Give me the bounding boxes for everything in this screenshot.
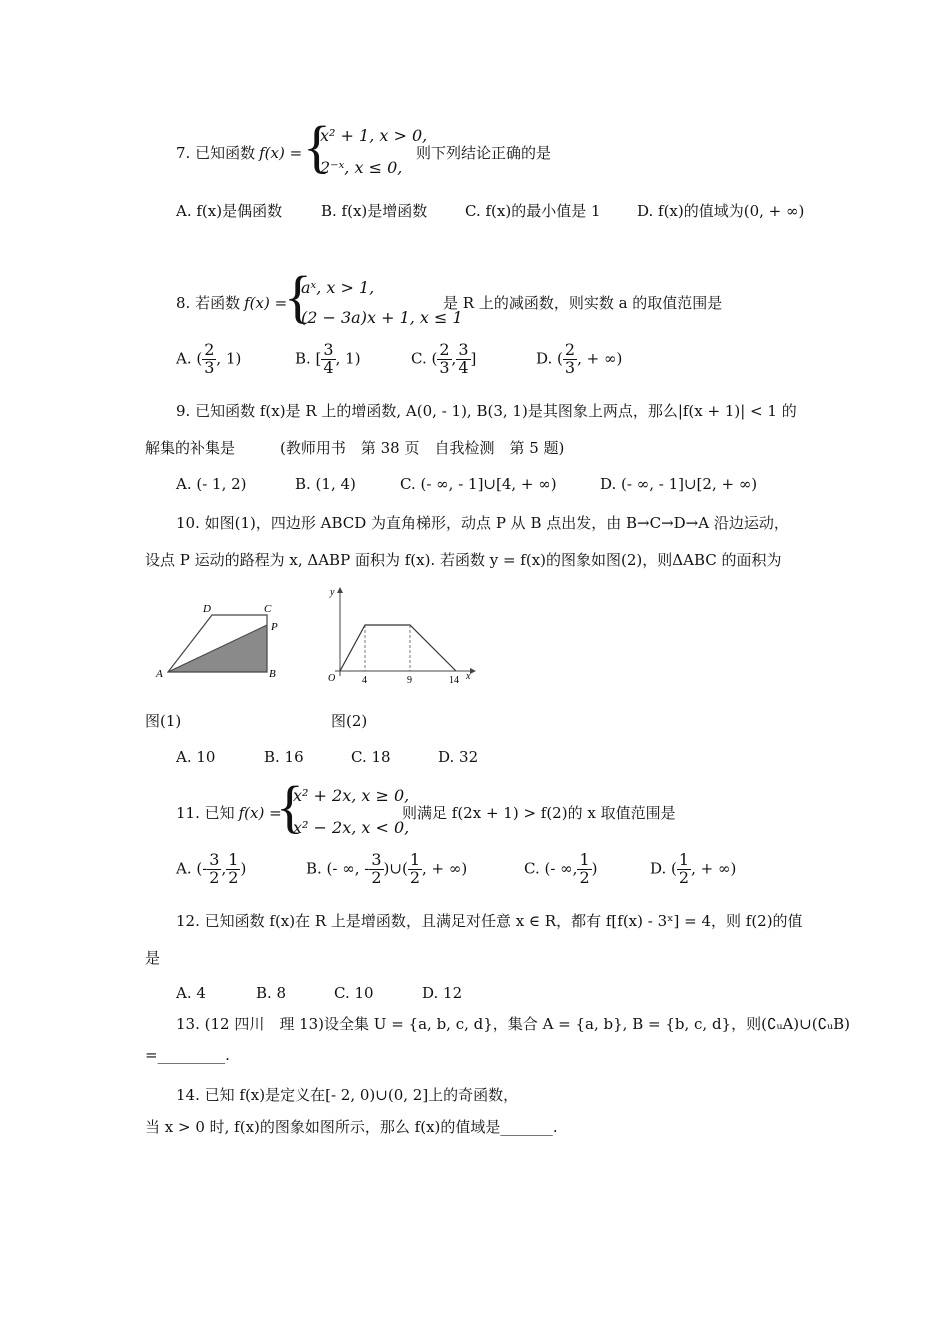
- figure-1-trapezoid: [150, 585, 290, 695]
- label-b: B: [269, 668, 276, 680]
- q9-option-b: B. (1, 4): [295, 475, 356, 493]
- tick-label-14: 14: [449, 675, 459, 686]
- q9-line1: 9. 已知函数 f(x)是 R 上的增函数, A(0, - 1), B(3, 1)是其图象上两点，那么|f(x + 1)| < 1 的: [176, 402, 797, 420]
- q8-case2: (2 − 3a)x + 1, x ≤ 1: [301, 308, 463, 327]
- q12-option-c: C. 10: [334, 984, 374, 1002]
- q7-brace: {: [303, 114, 331, 179]
- axis-label-y: y: [330, 587, 335, 598]
- label-d: D: [203, 603, 211, 615]
- q8-stem: 8. 若函数 f(x) =: [176, 294, 288, 312]
- x-axis-arrow-icon: [470, 668, 476, 674]
- q8-option-d: D. ( $\frac{2}{3}$ , + ∞): [536, 340, 623, 377]
- figure-2-caption: 图(2): [331, 712, 368, 730]
- q11-option-a: A. (- $\frac{3}{2}$ , $\frac{1}{2}$ ): [176, 850, 247, 887]
- q11-option-d: D. ( $\frac{1}{2}$ , + ∞): [650, 850, 737, 887]
- q8-case1: aˣ, x > 1,: [301, 278, 375, 297]
- q12-option-a: A. 4: [176, 984, 206, 1002]
- q12-option-d: D. 12: [422, 984, 463, 1002]
- q9-line2: 解集的补集是 (教师用书 第 38 页 自我检测 第 5 题): [145, 439, 565, 457]
- q11-brace: {: [276, 774, 304, 839]
- q10-option-d: D. 32: [438, 748, 479, 766]
- q9-option-d: D. (- ∞, - 1]∪[2, + ∞): [600, 475, 758, 493]
- figure-2-graph: [318, 584, 478, 689]
- q14-line2: 当 x > 0 时, f(x)的图象如图所示，那么 f(x)的值域是_______.: [145, 1118, 558, 1136]
- y-axis-arrow-icon: [337, 587, 343, 593]
- q13-line2: =_________.: [145, 1046, 230, 1064]
- tick-label-4: 4: [362, 675, 367, 686]
- label-p: P: [271, 621, 278, 633]
- q8-option-c: C. ( $\frac{2}{3}$ , $\frac{3}{4}$ ]: [411, 340, 477, 377]
- q8-brace: {: [284, 264, 312, 329]
- q10-option-c: C. 18: [351, 748, 391, 766]
- q7-stem: 7. 已知函数 f(x) =: [176, 144, 303, 162]
- axis-label-x: x: [466, 671, 471, 682]
- tick-label-9: 9: [407, 675, 412, 686]
- q11-case2: x² − 2x, x < 0,: [293, 818, 410, 837]
- q8-option-b: B. [ $\frac{3}{4}$ , 1): [295, 340, 361, 377]
- q7-tail: 则下列结论正确的是: [416, 144, 552, 162]
- label-c: C: [264, 603, 272, 615]
- q8-option-a: A. ( $\frac{2}{3}$ , 1): [176, 340, 242, 377]
- q7-case1: x² + 1, x > 0,: [320, 126, 428, 145]
- q11-option-c: C. (- ∞, $\frac{1}{2}$ ): [524, 850, 598, 887]
- q10-line1: 10. 如图(1)，四边形 ABCD 为直角梯形，动点 P 从 B 点出发，由 B→C→D→A 沿边运动，: [176, 514, 789, 532]
- q12-line2: 是: [145, 949, 161, 967]
- q10-option-b: B. 16: [264, 748, 304, 766]
- q7-case2: 2⁻ˣ, x ≤ 0,: [320, 158, 403, 177]
- origin-label: O: [328, 673, 336, 684]
- q7-fx: f(x) =: [259, 144, 303, 162]
- q7-option-a: A. f(x)是偶函数: [176, 202, 283, 220]
- q12-option-b: B. 8: [256, 984, 287, 1002]
- figure-1-caption: 图(1): [145, 712, 182, 730]
- q7-option-d: D. f(x)的值域为(0, + ∞): [637, 202, 805, 220]
- q10-line2: 设点 P 运动的路程为 x, ΔABP 面积为 f(x). 若函数 y = f(x)的图象如图(2)，则ΔABC 的面积为: [145, 551, 782, 569]
- q11-option-b: B. (- ∞, - $\frac{3}{2}$ )∪( $\frac{1}{2}$ , + ∞): [306, 850, 468, 887]
- graph-line: [340, 625, 456, 671]
- q12-line1: 12. 已知函数 f(x)在 R 上是增函数，且满足对任意 x ∈ R，都有 f[f(x) - 3ˣ] = 4，则 f(2)的值: [176, 912, 803, 930]
- label-a: A: [156, 668, 163, 680]
- q11-case1: x² + 2x, x ≥ 0,: [293, 786, 410, 805]
- q11-stem: 11. 已知 f(x) =: [176, 804, 282, 822]
- q11-tail: 则满足 f(2x + 1) > f(2)的 x 取值范围是: [402, 804, 676, 822]
- q8-tail: 是 R 上的减函数，则实数 a 的取值范围是: [443, 294, 723, 312]
- q13-line1: 13. (12 四川 理 13)设全集 U = {a, b, c, d}，集合 A = {a, b}, B = {b, c, d}，则(∁ᵤA)∪(∁ᵤB): [176, 1015, 850, 1033]
- q7-option-b: B. f(x)是增函数: [321, 202, 428, 220]
- q9-option-a: A. (- 1, 2): [176, 475, 247, 493]
- q7-option-c: C. f(x)的最小值是 1: [465, 202, 601, 220]
- q9-option-c: C. (- ∞, - 1]∪[4, + ∞): [400, 475, 557, 493]
- q10-option-a: A. 10: [176, 748, 216, 766]
- q14-line1: 14. 已知 f(x)是定义在[- 2, 0)∪(0, 2]上的奇函数，: [176, 1086, 519, 1104]
